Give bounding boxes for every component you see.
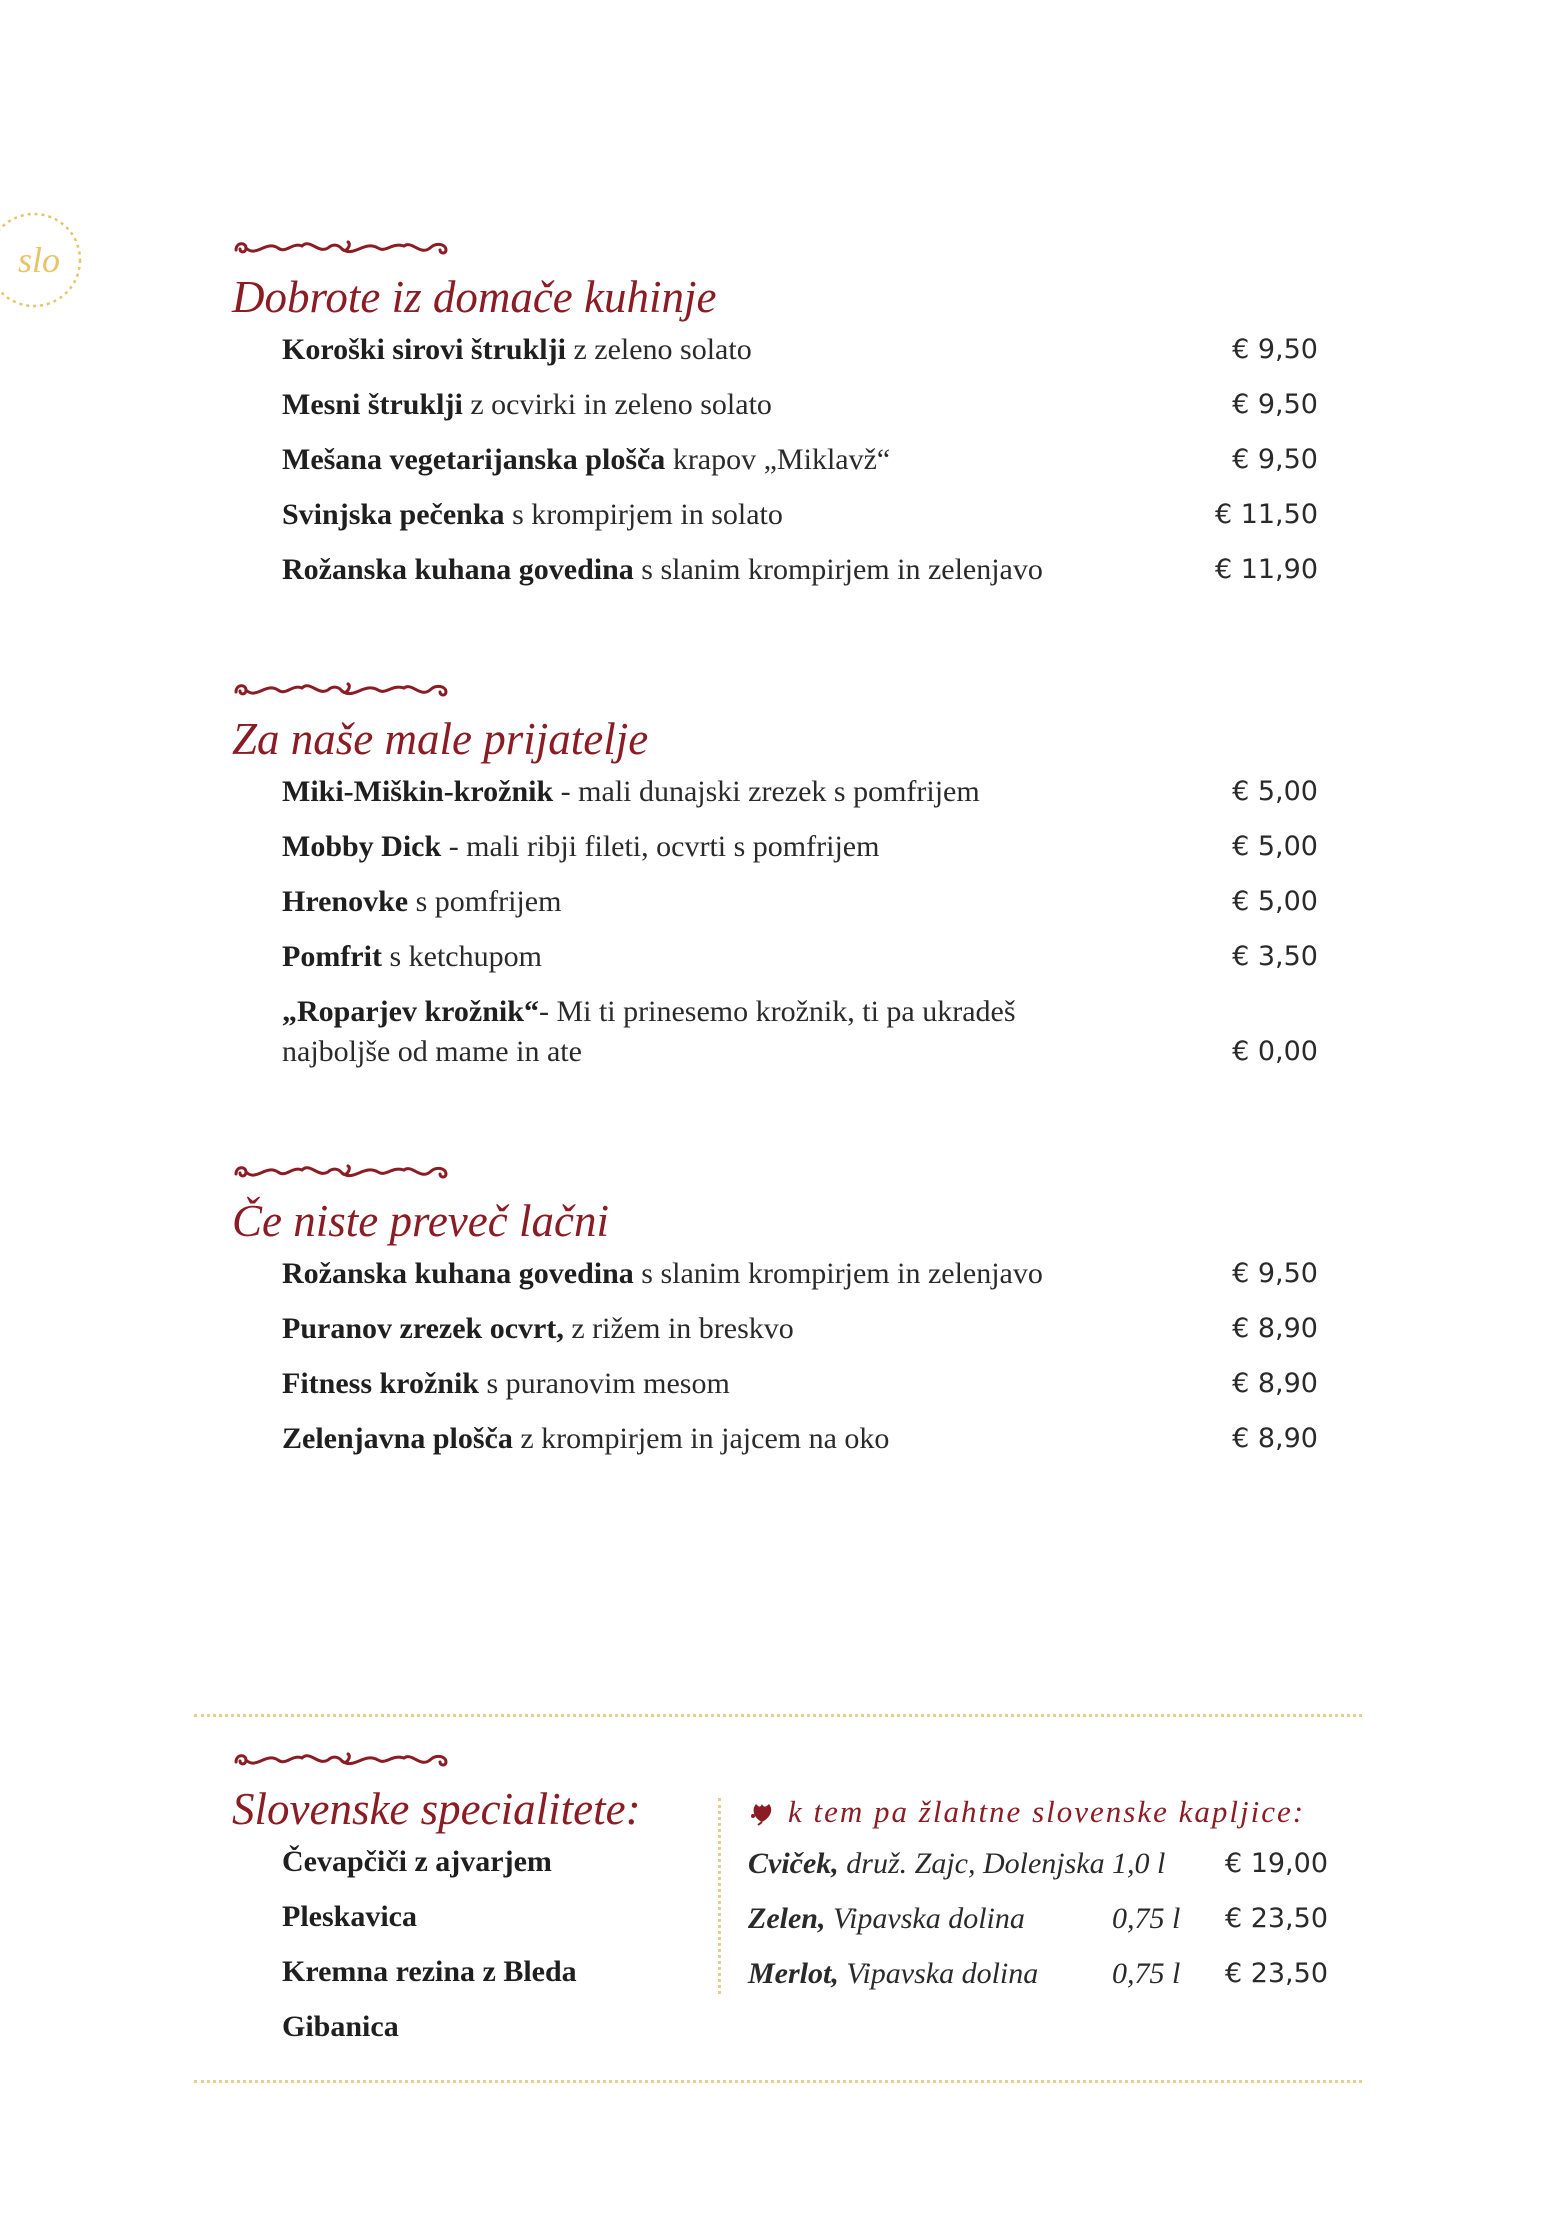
item-price: € 5,00 [1232, 885, 1318, 917]
item-price: € 9,50 [1232, 443, 1318, 475]
item-description: z rižem in breskvo [563, 1311, 794, 1345]
item-name: Fitness krožnik [282, 1366, 479, 1400]
item-description: krapov „Miklavž“ [665, 442, 891, 476]
item-name: Puranov zrezek ocvrt, [282, 1311, 564, 1345]
menu-item [282, 1419, 1318, 1459]
item-name: Mobby Dick [282, 829, 442, 863]
item-description: z ocvirki in zeleno solato [462, 387, 772, 421]
grape-leaf-icon [748, 1798, 776, 1826]
section-title: Dobrote iz domače kuhinje [232, 272, 717, 322]
menu-item [282, 827, 1318, 867]
item-name: Mesni štruklji [282, 387, 463, 421]
list-item: Kremna rezina z Bleda [282, 1954, 577, 1988]
item-name: Mešana vegetarijanska plošča [282, 442, 666, 476]
item-price: € 8,90 [1232, 1312, 1318, 1344]
menu-item [282, 550, 1318, 590]
dotted-divider [194, 1714, 1362, 1717]
wine-row [748, 1954, 1328, 1994]
wine-name: Cviček, [748, 1847, 839, 1880]
list-item: Pleskavica [282, 1899, 417, 1933]
list-item: Čevapčiči z ajvarjem [282, 1844, 552, 1878]
wine-origin: Vipavska dolina [825, 1902, 1025, 1935]
item-name: Pomfrit [282, 939, 382, 973]
wine-row [748, 1844, 1328, 1884]
menu-item [282, 1254, 1318, 1294]
item-price: € 0,00 [1232, 1035, 1318, 1067]
wine-divider [718, 1798, 721, 1994]
item-description: s krompirjem in solato [504, 497, 783, 531]
item-name: „Roparjev krožnik“ [282, 994, 539, 1028]
wine-price: € 23,50 [1224, 1958, 1328, 1989]
item-price: € 3,50 [1232, 940, 1318, 972]
wine-origin: Vipavska dolina [838, 1957, 1039, 1990]
menu-item [282, 385, 1318, 425]
dotted-divider [194, 2080, 1362, 2083]
item-description: s ketchupom [381, 939, 542, 973]
language-badge[interactable] [0, 208, 86, 312]
item-description: s slanim krompirjem in zelenjavo [633, 1256, 1043, 1290]
menu-item [282, 1364, 1318, 1404]
section-title: Če niste preveč lačni [232, 1196, 609, 1246]
wine-volume: 0,75 l [1112, 1902, 1181, 1935]
flourish-ornament-icon [232, 236, 452, 262]
menu-item [282, 1309, 1318, 1349]
flourish-ornament-icon [232, 1748, 452, 1774]
section-domace-kuhinje [232, 236, 1332, 605]
section-niste-lacni [232, 1160, 1332, 1474]
menu-item [282, 495, 1318, 535]
item-description: z krompirjem in jajcem na oko [512, 1421, 890, 1455]
wine-heading-text: k tem pa žlahtne slovenske kapljice: [788, 1794, 1306, 1829]
language-label: slo [17, 240, 60, 280]
item-price: € 9,50 [1232, 388, 1318, 420]
item-name: Koroški sirovi štruklji [282, 332, 566, 366]
section-title: Za naše male prijatelje [232, 714, 649, 764]
menu-item [282, 330, 1318, 370]
list-item: Gibanica [282, 2009, 399, 2043]
item-price: € 11,90 [1214, 553, 1318, 585]
flourish-ornament-icon [232, 1160, 452, 1186]
wine-name: Merlot, [748, 1957, 839, 1990]
menu-item [282, 937, 1318, 977]
item-name: Miki-Miškin-krožnik [282, 774, 554, 808]
item-price: € 8,90 [1232, 1422, 1318, 1454]
item-description: - mali dunajski zrezek s pomfrijem [553, 774, 980, 808]
flourish-ornament-icon [232, 678, 452, 704]
wine-list [748, 1794, 1328, 2009]
wine-name: Zelen, [748, 1902, 826, 1935]
item-name: Hrenovke [282, 884, 409, 918]
menu-item [282, 992, 1318, 1072]
item-name: Rožanska kuhana govedina [282, 1256, 634, 1290]
item-price: € 5,00 [1232, 775, 1318, 807]
wine-volume: 1,0 l [1112, 1847, 1166, 1880]
section-title: Slovenske specialitete: [232, 1784, 641, 1834]
item-description: s slanim krompirjem in zelenjavo [633, 552, 1043, 586]
item-price: € 9,50 [1232, 1257, 1318, 1289]
item-description: s pomfrijem [408, 884, 562, 918]
item-description: s puranovim mesom [478, 1366, 730, 1400]
menu-item [282, 440, 1318, 480]
section-male-prijatelje [232, 678, 1332, 1087]
item-description: z zeleno solato [565, 332, 752, 366]
menu-item [282, 772, 1318, 812]
wine-price: € 23,50 [1224, 1903, 1328, 1934]
item-description: - mali ribji fileti, ocvrti s pomfrijem [441, 829, 880, 863]
item-name: Rožanska kuhana govedina [282, 552, 634, 586]
wine-heading [748, 1794, 1328, 1830]
menu-item [282, 882, 1318, 922]
item-name: Zelenjavna plošča [282, 1421, 513, 1455]
item-name: Svinjska pečenka [282, 497, 505, 531]
item-price: € 11,50 [1214, 498, 1318, 530]
wine-row [748, 1899, 1328, 1939]
item-description-continued: najboljše od mame in ate [282, 1034, 582, 1068]
item-description: - Mi ti prinesemo krožnik, ti pa ukradeš [538, 994, 1016, 1028]
wine-volume: 0,75 l [1112, 1957, 1181, 1990]
wine-origin: druž. Zajc, Dolenjska [838, 1847, 1105, 1880]
item-price: € 9,50 [1232, 333, 1318, 365]
item-price: € 5,00 [1232, 830, 1318, 862]
wine-price: € 19,00 [1224, 1848, 1328, 1879]
item-price: € 8,90 [1232, 1367, 1318, 1399]
